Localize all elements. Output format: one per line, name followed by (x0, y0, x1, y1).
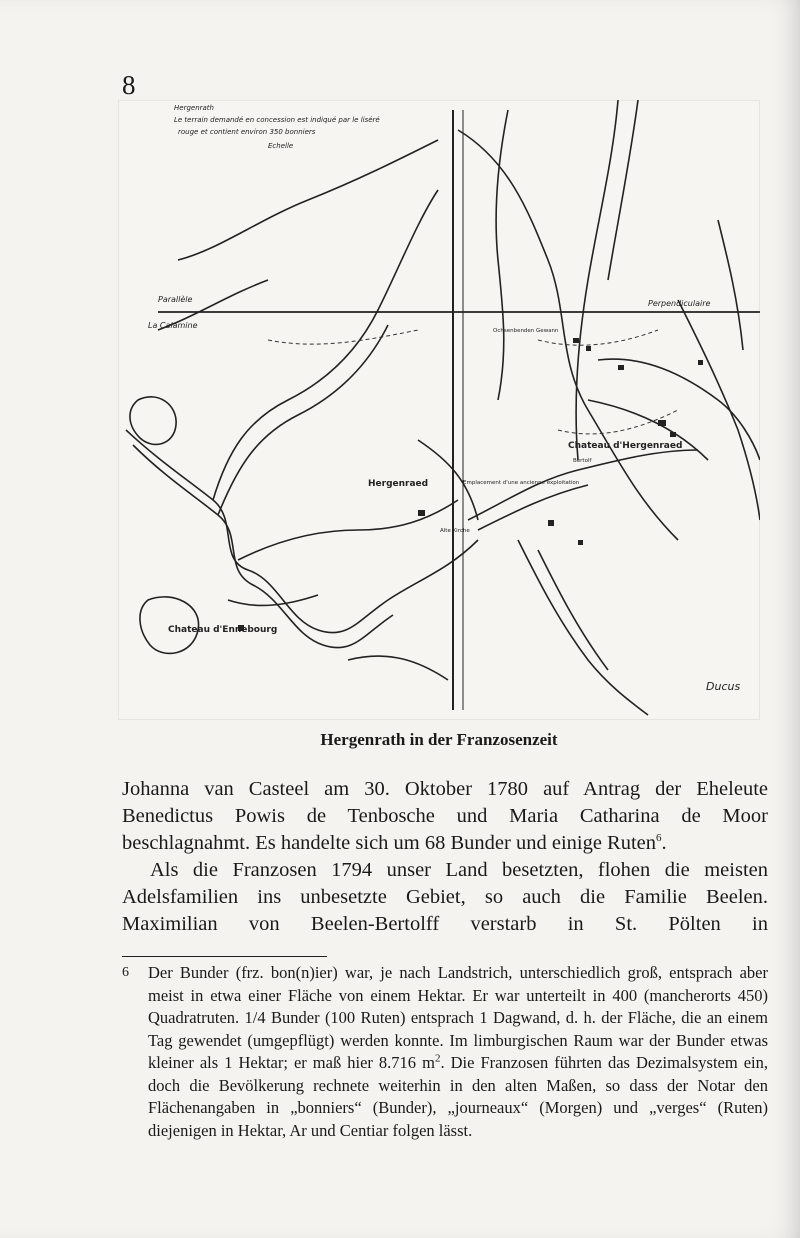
map-legend-3: rouge et contient environ 350 bonniers (178, 128, 316, 136)
body-line-6: Maximilian von Beelen-Bertolff verstarb in St. Pölten in (122, 913, 768, 935)
body-line-3-text: beschlagnahmt. Es handelte sich um 68 Bunder und einige Ruten (122, 832, 657, 854)
footnote-divider (122, 956, 327, 957)
map-label-hergenraed: Hergenraed (368, 479, 429, 489)
map-signature: Ducus (706, 680, 741, 693)
footnote-line-6-text: Die Franzosen führten das Dezimalsystem ein, doch die Bevölkerung rechnete (148, 1053, 769, 1095)
map-label-calamine: La Calamine (148, 321, 198, 330)
footnote (122, 962, 768, 1142)
body-line-1: Johanna van Casteel am 30. Oktober 1780 auf Antrag der Eheleute (122, 778, 768, 800)
footnote-line-8: (Bunder), „journeaux“ (Morgen) und „verges“ (Ruten) diejenigen in Hektar, Ar und (148, 1098, 769, 1140)
map-label-alte-kirche: Alte Kirche (440, 528, 470, 534)
footnote-line-5: limburgischen Raum war der Bunder etwas kleiner als 1 Hektar; er maß hier 8.716 (148, 1030, 769, 1072)
footnote-line-2: aber meist in etwa einer Fläche von einem Hektar. Er war unterteilt in 400 (148, 963, 769, 1005)
body-line-3-end: . (661, 832, 667, 854)
map-label-bertolf: Bertolf (573, 458, 592, 464)
footnote-unit: m (422, 1053, 435, 1072)
map-label-perpendiculaire: Perpendiculaire (648, 299, 711, 308)
footnote-line-4: h. der Fläche, die an einem Tag gewendet (umgepflügt) werden konnte. Im (148, 1008, 768, 1050)
footnote-line-9: Centiar folgen lässt. (339, 1120, 473, 1140)
map-label-chateau-ennebourg: Chateau d'Ennebourg (168, 625, 278, 635)
map-label-parallele: Parallèle (158, 295, 193, 304)
historical-map (118, 100, 760, 720)
footnote-marker: 6 (122, 965, 129, 980)
map-legend-4: Echelle (268, 142, 294, 150)
map-label-chateau-hergenraed: Chateau d'Hergenraed (568, 441, 683, 451)
body-line-4: Als die Franzosen 1794 unser Land besetzten, flohen die meisten (150, 859, 768, 881)
map-label-ochsenbenden: Ochsenbenden Gewann (493, 328, 559, 334)
map-drawing (118, 100, 760, 720)
map-legend-1: Hergenrath (174, 104, 214, 112)
body-line-5: Adelsfamilien ins unbesetzte Gebiet, so auch die Familie Beelen. (122, 886, 768, 908)
body-text (122, 776, 768, 938)
footnote-reference[interactable]: 6 (656, 832, 662, 845)
footnote-line-1: Der Bunder (frz. bon(n)ier) war, je nach Landstrich, unterschiedlich groß, entsprach (148, 963, 733, 982)
page-number: 8 (122, 70, 136, 100)
body-line-2: Benedictus Powis de Tenbosche und Maria Catharina de Moor (122, 805, 768, 827)
footnote-text (148, 962, 768, 1142)
footnote-line-3: (mancherorts 450) Quadratruten. 1/4 Bunder (100 Ruten) entsprach 1 Dagwand, d. (148, 985, 769, 1027)
footnote-unit-exponent: 2 (434, 1052, 441, 1065)
map-legend-2: Le terrain demandé en concession est indiqué par le liséré (174, 116, 380, 124)
map-label-emplacement: Emplacement d'une ancienne exploitation (463, 480, 580, 486)
footnote-unit-period: . (440, 1053, 445, 1072)
body-line-3 (122, 830, 768, 857)
figure-caption: Hergenrath in der Franzosenzeit (320, 730, 558, 749)
footnote-line-7: weiterhin in den alten Maßen, so dass der Notar den Flächenangaben in „bonniers“ (148, 1075, 768, 1117)
